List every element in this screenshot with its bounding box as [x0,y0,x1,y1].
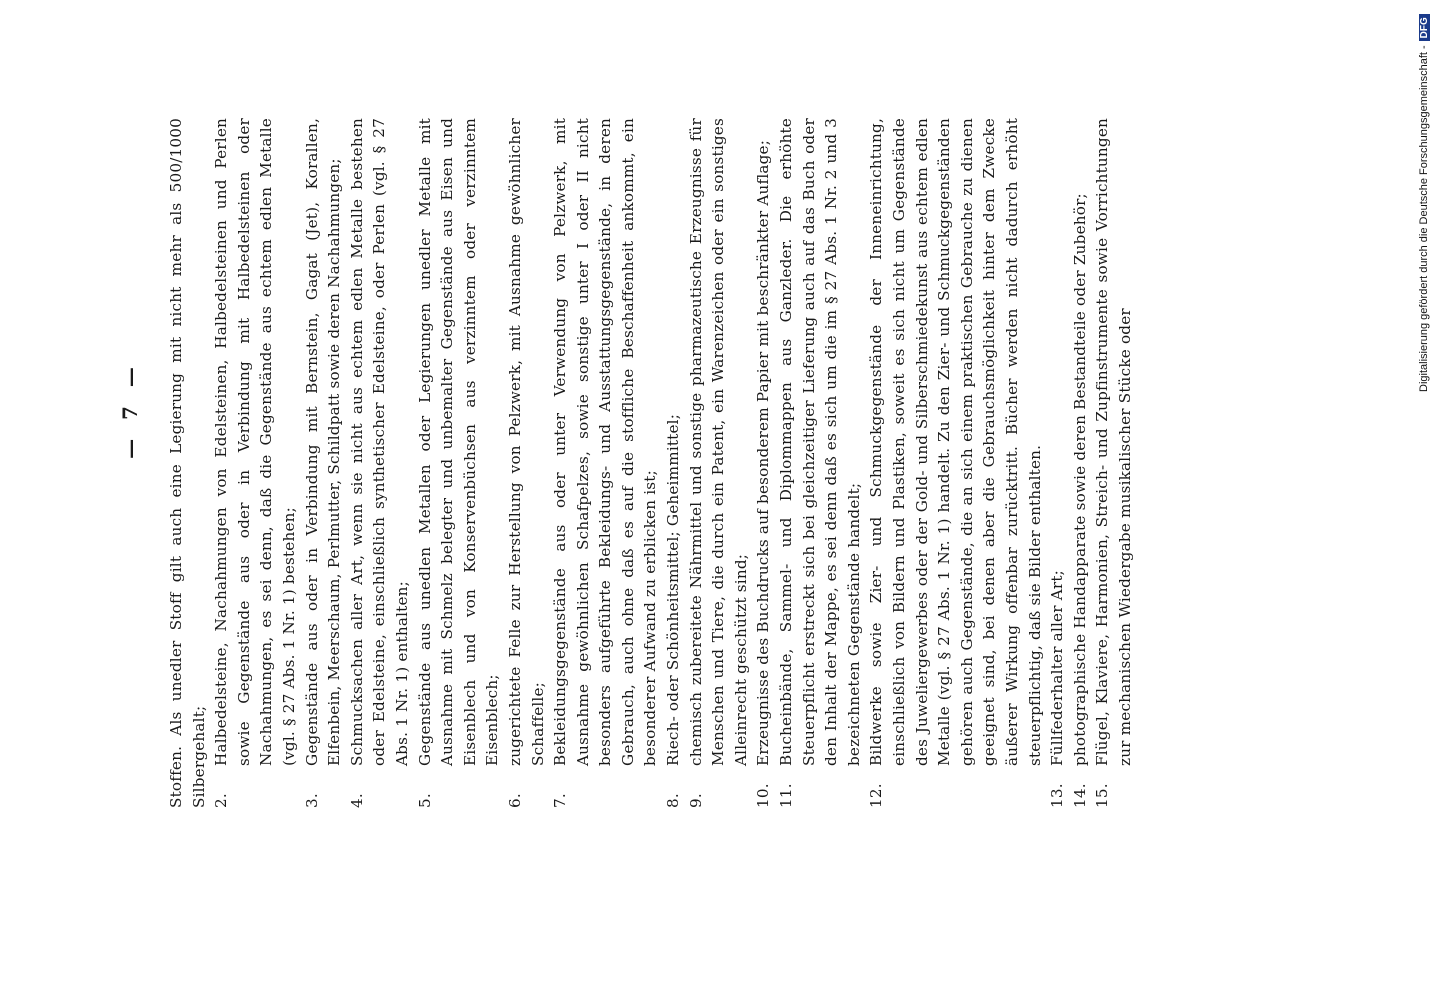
item-text: Gegenstände aus oder in Verbindung mit Bernstein, Gagat (Jet), Korallen, Elfenbein, Meerschaum, Perlmutter, Schildpatt sowie deren Nachahmungen; [302,118,344,766]
item-text: Flügel, Klaviere, Harmonien, Streich- und Zupfinstrumente sowie Vorrichtungen zur mechanischen Wiedergabe musikalischer Stücke oder [1093,118,1134,766]
list-item [210,118,300,808]
item-number: 15. [1093,783,1112,808]
item-text: Bildwerke sowie Zier- und Schmuckgegenstände der Inneneinrichtung, einschließlich von Bildern und Plastiken, soweit es sich nicht um Gegenstände des Juweliergewerbes oder der Gold- und Silberschmiedekunst aus echtem edlen Metalle (vgl. § 27 Abs. 1 Nr. 1) handelt. Zu den Zier- und Schmuckgegenständen gehören auch Gegenstände, die an sich einem praktischen Gebrauche zu dienen geeignet sind, bei denen aber die Gebrauchsmöglichkeit hinter dem Zwecke äußerer Wirkung offenbar zurücktritt. Bücher werden nicht dadurch erhöht steuerpflichtig, daß sie Bilder enthalten. [867,118,1044,766]
list-item [549,118,662,808]
dfg-logo: DFG [1419,14,1430,41]
item-text: Füllfederhalter aller Art; [1048,570,1067,766]
item-text: Schmucksachen aller Art, wenn sie nicht aus echtem edlen Metalle bestehen oder Edelsteine, einschließlich synthetischer Edelsteine, oder Perlen (vgl. § 27 Abs. 1 Nr. 1) enthalten; [347,118,411,766]
item-number: 7. [551,793,570,808]
list-item [414,118,504,808]
item-number: 10. [754,783,773,808]
page-number: — 7 — [118,361,142,459]
list-item [775,118,865,808]
item-text: Riech- oder Schönheitsmittel; Geheimmittel; [664,413,683,766]
list-item [1069,118,1092,808]
item-text: Bekleidungsgegenstände aus oder unter Verwendung von Pelzwerk, mit Ausnahme gewöhnlichen Schafpelzes, sowie sonstige unter I oder II nicht besonders aufgeführte Bekleidungs- und Ausstattungsgegenstände, in deren Gebrauch, auch ohne daß es auf die stoffliche Beschaffenheit ankommt, ein besonderer Aufwand zu erblicken ist; [551,118,660,766]
item-number: 3. [302,793,321,808]
item-text: Bucheinbände, Sammel- und Diplommappen aus Ganzleder. Die erhöhte Steuerpflicht erstreckt sich bei gleichzeitiger Lieferung auch auf das Buch oder den Inhalt der Mappe, es sei denn daß es sich um die im § 27 Abs. 1 Nr. 2 und 3 bezeichneten Gegenstände handelt; [777,118,863,766]
credit-text: Digitalisierung gefördert durch die Deutsche Forschungsgemeinschaft - [1418,45,1430,392]
item-number: 2. [212,793,231,808]
item-number: 5. [415,793,434,808]
list-item [301,118,346,808]
item-text: photographische Handapparate sowie deren Bestandteile oder Zubehör; [1070,193,1089,766]
item-text: Halbedelsteine, Nachahmungen von Edelsteinen, Halbedelsteinen und Perlen sowie Gegenstände aus oder in Verbindung mit Halbedelsteinen oder Nachahmungen, es sei denn, daß die Gegenstände aus echtem edlen Metalle (vgl. § 27 Abs. 1 Nr. 1) bestehen; [212,118,298,766]
item-number: 8. [664,793,683,808]
list-item [504,118,549,808]
item-number: 9. [686,793,705,808]
document-body [165,118,1285,808]
list-item [865,118,1046,808]
item-number: 13. [1048,783,1067,808]
item-number: 12. [867,783,886,808]
digitization-credit [1418,14,1430,392]
item-number: 4. [347,793,366,808]
item-text: Erzeugnisse des Buchdrucks auf besonderem Papier mit beschränkter Auflage; [754,139,773,766]
item-number: 6. [505,793,524,808]
item-number: 14. [1070,783,1089,808]
list-item [662,118,685,808]
item-text: Gegenstände aus unedlen Metallen oder Legierungen unedler Metalle mit Ausnahme mit Schmelz belegter und unbemalter Gegenstände aus Eisen und Eisenblech und von Konservenbüchsen aus verzinntem oder verzinntem Eisenblech; [415,118,502,766]
lead-paragraph: Stoffen. Als unedler Stoff gilt auch eine Legierung mit nicht mehr als 500/1000 Silbergehalt; [167,118,208,808]
list-item [685,118,753,808]
item-number: 11. [777,783,796,808]
list-item [1091,118,1136,808]
list-item [752,118,775,808]
item-text: zugerichtete Felle zur Herstellung von Pelzwerk, mit Ausnahme gewöhnlicher Schaffelle; [505,118,547,766]
list-item [1046,118,1069,808]
list-item [346,118,414,808]
item-text: chemisch zubereitete Nährmittel und sonstige pharmazeutische Erzeugnisse für Menschen und Tiere, die durch ein Patent, ein Warenzeichen oder ein sonstiges Alleinrecht geschützt sind; [686,118,750,766]
